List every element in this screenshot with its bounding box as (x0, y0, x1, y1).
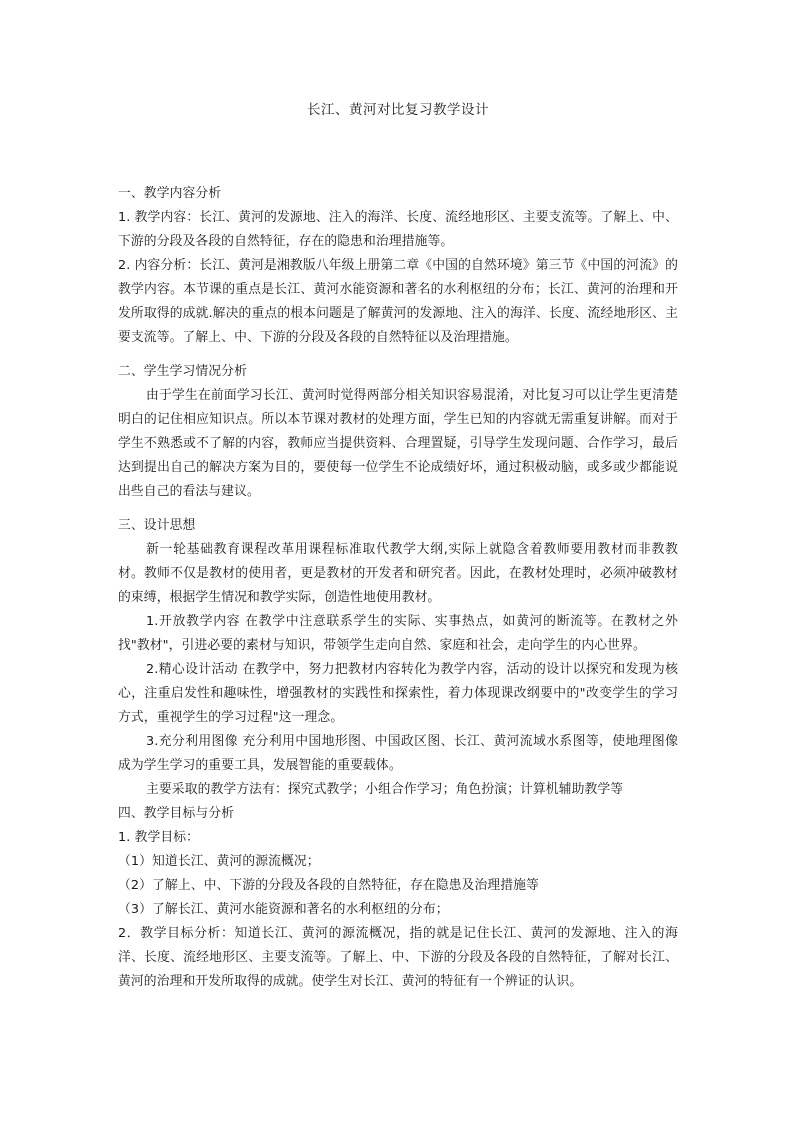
paragraph: 2. 内容分析：长江、黄河是湘教版八年级上册第二章《中国的自然环境》第三节《中国的河流》的教学内容。本节课的重点是长江、黄河水能资源和著名的水利枢纽的分布；长江、黄河的治理和开发所取得的成就.解决的重点的根本问题是了解黄河的发源地、注入的海洋、长度、流经地形区、主要支流等。了解上、中、下游的分段及各段的自然特征以及治理措施。 (118, 258, 678, 345)
section-heading: 一、教学内容分析 (118, 186, 222, 201)
list-item: 1. 教学目标： (118, 830, 200, 845)
section-heading: 四、教学目标与分析 (118, 806, 235, 821)
paragraph: 新一轮基础教育课程改革用课程标准取代教学大纲,实际上就隐含着教师要用教材而非教教材。教师不仅是教材的使用者，更是教材的开发者和研究者。因此，在教材处理时，必须冲破教材的束缚，根据学生情况和教学实际，创造性地使用教材。 (118, 542, 678, 605)
section-heading: 三、设计思想 (118, 518, 196, 533)
section-heading: 二、学生学习情况分析 (118, 364, 247, 379)
section-design-ideas (118, 514, 678, 802)
paragraph: 2．教学目标分析：知道长江、黄河的源流概况，指的就是记住长江、黄河的发源地、注入的海洋、长度、流经地形区、主要支流等。了解上、中、下游的分段及各段的自然特征，了解对长江、黄河的治理和开发所取得的成就。使学生对长江、黄河的特征有一个辨证的认识。 (118, 926, 678, 989)
list-item: （3）了解长江、黄河水能资源和著名的水利枢纽的分布； (118, 902, 449, 917)
document-title: 长江、黄河对比复习教学设计 (307, 102, 489, 118)
paragraph: 2.精心设计活动 在教学中，努力把教材内容转化为教学内容，活动的设计以探究和发现为核心，注重启发性和趣味性，增强教材的实践性和探索性，着力体现课改纲要中的"改变学生的学习方式，重视学生的学习过程"这一理念。 (118, 662, 678, 725)
section-content-analysis (118, 182, 678, 350)
paragraph: 由于学生在前面学习长江、黄河时觉得两部分相关知识容易混淆，对比复习可以让学生更清楚明白的记住相应知识点。所以本节课对教材的处理方面，学生已知的内容就无需重复讲解。而对于学生不熟悉或不了解的内容，教师应当提供资料、合理置疑，引导学生发现问题、合作学习，最后达到提出自己的解决方案为目的，要使每一位学生不论成绩好坏，通过积极动脑，或多或少都能说出些自己的看法与建议。 (118, 388, 678, 499)
section-student-analysis (118, 360, 678, 504)
paragraph: 3.充分利用图像 充分利用中国地形图、中国政区图、长江、黄河流域水系图等，使地理图像成为学生学习的重要工具，发展智能的重要载体。 (118, 734, 678, 773)
document-page (118, 100, 678, 994)
paragraph: 主要采取的教学方法有：探究式教学；小组合作学习；角色扮演；计算机辅助教学等 (146, 782, 624, 797)
section-objectives (118, 802, 678, 994)
list-item: （1）知道长江、黄河的源流概况； (118, 854, 320, 869)
list-item: （2）了解上、中、下游的分段及各段的自然特征，存在隐患及治理措施等 (118, 878, 539, 893)
paragraph: 1.开放教学内容 在教学中注意联系学生的实际、实事热点，如黄河的断流等。在教材之外找"教材"，引进必要的素材与知识，带领学生走向自然、家庭和社会，走向学生的内心世界。 (118, 614, 678, 653)
paragraph: 1. 教学内容：长江、黄河的发源地、注入的海洋、长度、流经地形区、主要支流等。了解上、中、下游的分段及各段的自然特征，存在的隐患和治理措施等。 (118, 210, 678, 249)
